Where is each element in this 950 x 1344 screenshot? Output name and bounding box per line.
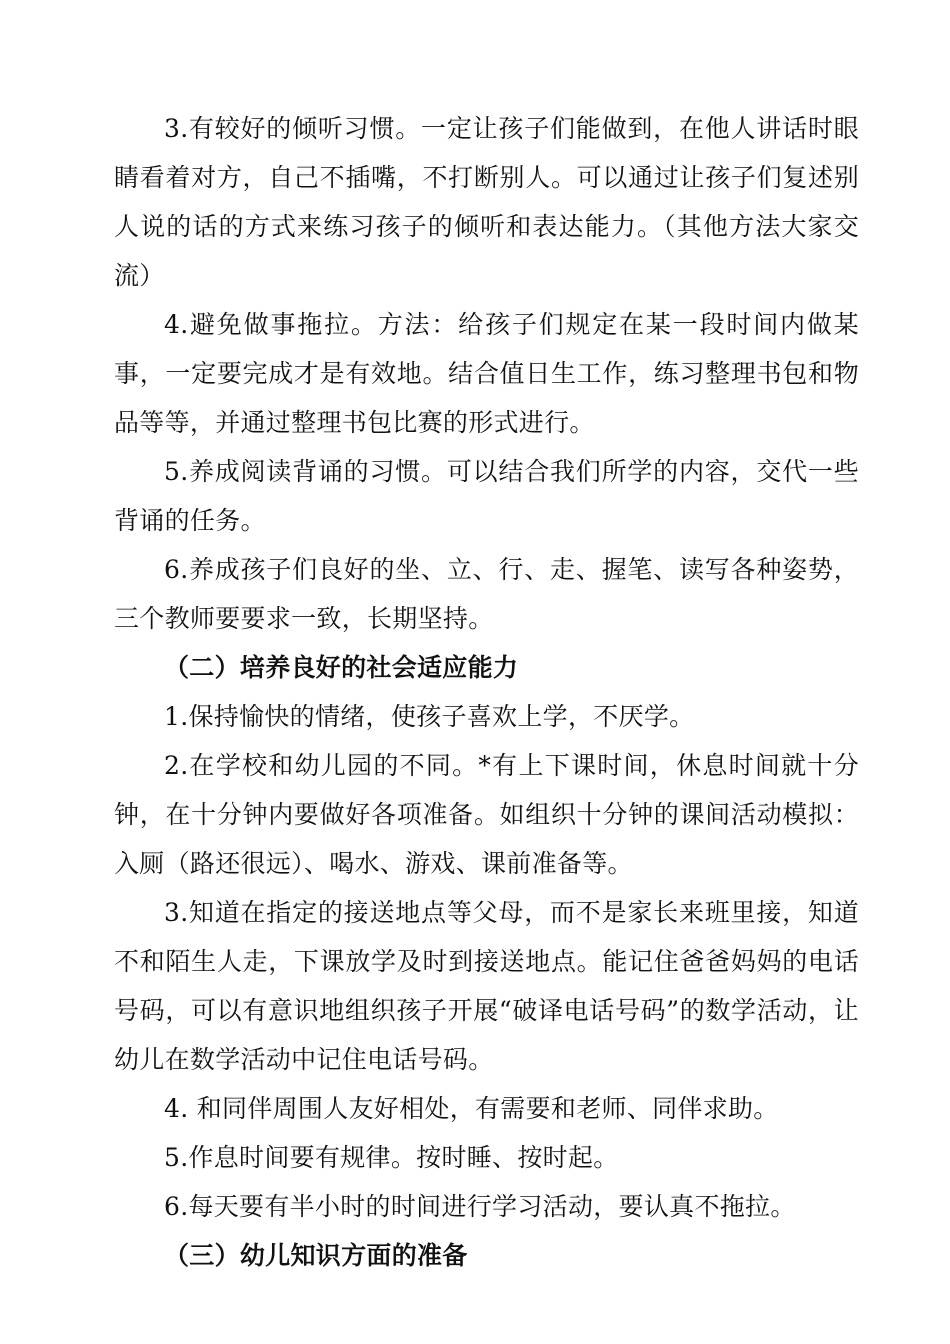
paragraph-pickup-location: 3.知道在指定的接送地点等父母，而不是家长来班里接，知道不和陌生人走，下课放学及时到接送地点。能记住爸爸妈妈的电话号码，可以有意识地组织孩子开展“破译电话号码”的数学活动，让幼儿在数学活动中记住电话号码。 [114,898,859,1074]
paragraph-reading-habit: 5.养成阅读背诵的习惯。可以结合我们所学的内容，交代一些背诵的任务。 [114,457,859,535]
paragraph-peer-relations: 4. 和同伴周围人友好相处，有需要和老师、同伴求助。 [164,1094,779,1123]
paragraph-happy-mood: 1.保持愉快的情绪，使孩子喜欢上学，不厌学。 [164,702,695,731]
section-heading-social-adaptation: （二）培养良好的社会适应能力 [164,653,519,682]
section-heading-knowledge-preparation: （三）幼儿知识方面的准备 [164,1241,468,1270]
document-body [114,104,859,1280]
paragraph-school-difference: 2.在学校和幼儿园的不同。*有上下课时间，休息时间就十分钟，在十分钟内要做好各项准备。如组织十分钟的课间活动模拟：入厕（路还很远）、喝水、游戏、课前准备等。 [114,751,859,878]
paragraph-avoid-procrastination: 4.避免做事拖拉。方法：给孩子们规定在某一段时间内做某事，一定要完成才是有效地。结合值日生工作，练习整理书包和物品等等，并通过整理书包比赛的形式进行。 [114,310,859,437]
paragraph-schedule: 5.作息时间要有规律。按时睡、按时起。 [164,1143,619,1172]
paragraph-listening-habit: 3.有较好的倾听习惯。一定让孩子们能做到，在他人讲话时眼睛看着对方，自己不插嘴，不打断别人。可以通过让孩子们复述别人说的话的方式来练习孩子的倾听和表达能力。（其他方法大家交流） [114,114,859,290]
paragraph-study-time: 6.每天要有半小时的时间进行学习活动，要认真不拖拉。 [164,1192,796,1221]
paragraph-posture: 6.养成孩子们良好的坐、立、行、走、握笔、读写各种姿势，三个教师要要求一致，长期坚持。 [114,555,859,633]
